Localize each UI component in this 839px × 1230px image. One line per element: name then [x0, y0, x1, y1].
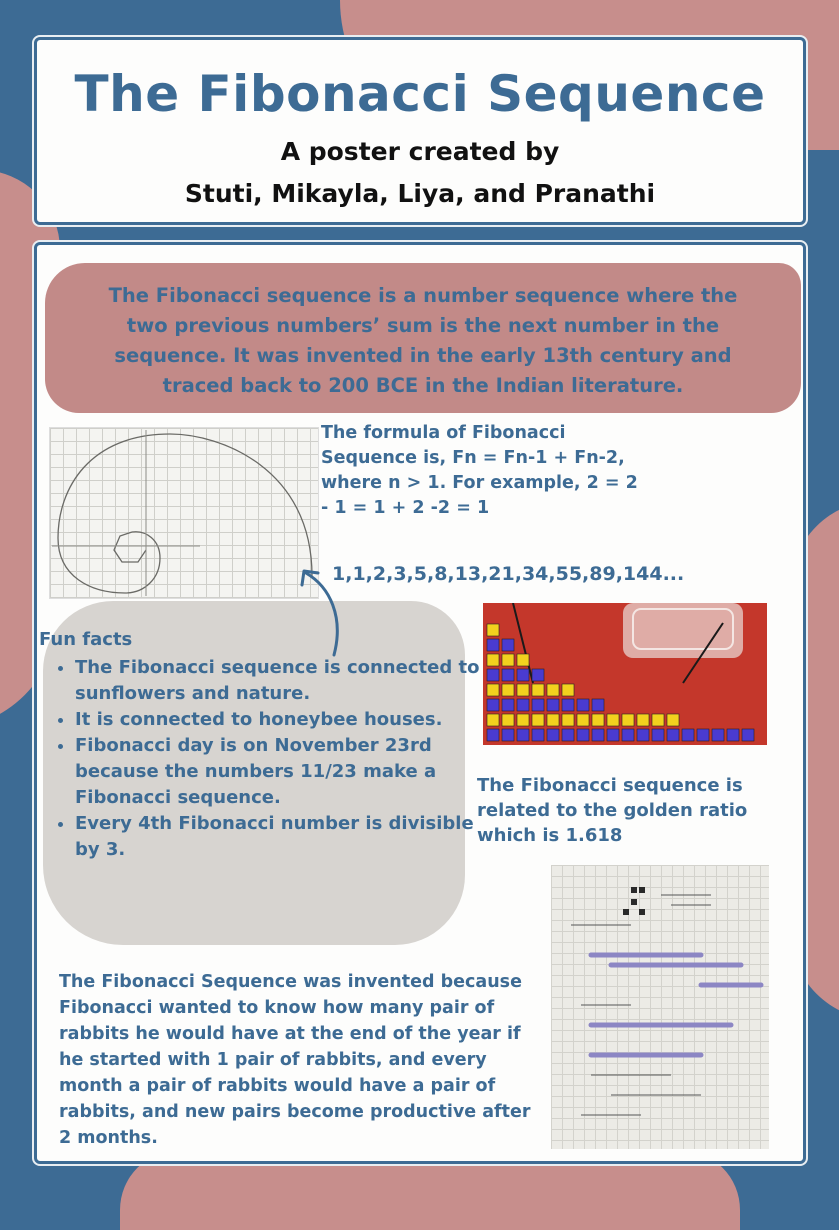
curved-arrow-icon [292, 567, 352, 657]
fun-facts-list [47, 655, 481, 863]
formula-text: The formula of Fibonacci Sequence is, Fn = Fn-1 + Fn-2, where n > 1. For example, 2 = 2 - 1 = 1 + 2 -2 = 1 [321, 423, 638, 518]
content-card [34, 242, 806, 1164]
fun-fact-item: • It is connected to honeybee houses. [75, 707, 481, 733]
spiral-icon [50, 428, 318, 598]
intro-box [45, 263, 801, 413]
spiral-drawing-image [49, 427, 319, 599]
golden-ratio-text: The Fibonacci sequence is related to the golden ratio which is 1.618 [477, 775, 748, 846]
fibonacci-blocks-icon [483, 603, 767, 745]
fun-fact-item: • Fibonacci day is on November 23rd because the numbers 11/23 make a Fibonacci sequence. [75, 733, 481, 811]
blocks-photo [483, 603, 767, 745]
title-card [34, 37, 806, 225]
intro-text: The Fibonacci sequence is a number sequence where the two previous numbers’ sum is the next number in the sequence. It was invented in the early 13th century and traced back to 200 BCE in the Indian literature. [108, 284, 738, 397]
poster-subtitle: A poster created by [280, 137, 560, 166]
fun-fact-item: • The Fibonacci sequence is connected to sunflowers and nature. [75, 655, 481, 707]
poster-title: The Fibonacci Sequence [74, 65, 766, 123]
sequence-text: 1,1,2,3,5,8,13,21,34,55,89,144... [332, 563, 685, 585]
poster-authors: Stuti, Mikayla, Liya, and Pranathi [184, 179, 656, 208]
notes-photo [551, 865, 769, 1149]
rabbits-text: The Fibonacci Sequence was invented because Fibonacci wanted to know how many pair of rabbits he would have at the end of the year if he started with 1 pair of rabbits, and every month a pair of rabbits would have a pair of rabbits, and new pairs become productive after 2 months. [59, 972, 531, 1148]
fun-fact-item: • Every 4th Fibonacci number is divisible by 3. [75, 811, 481, 863]
handwritten-notes-icon [551, 865, 769, 1149]
fun-facts-title: Fun facts [39, 629, 133, 650]
